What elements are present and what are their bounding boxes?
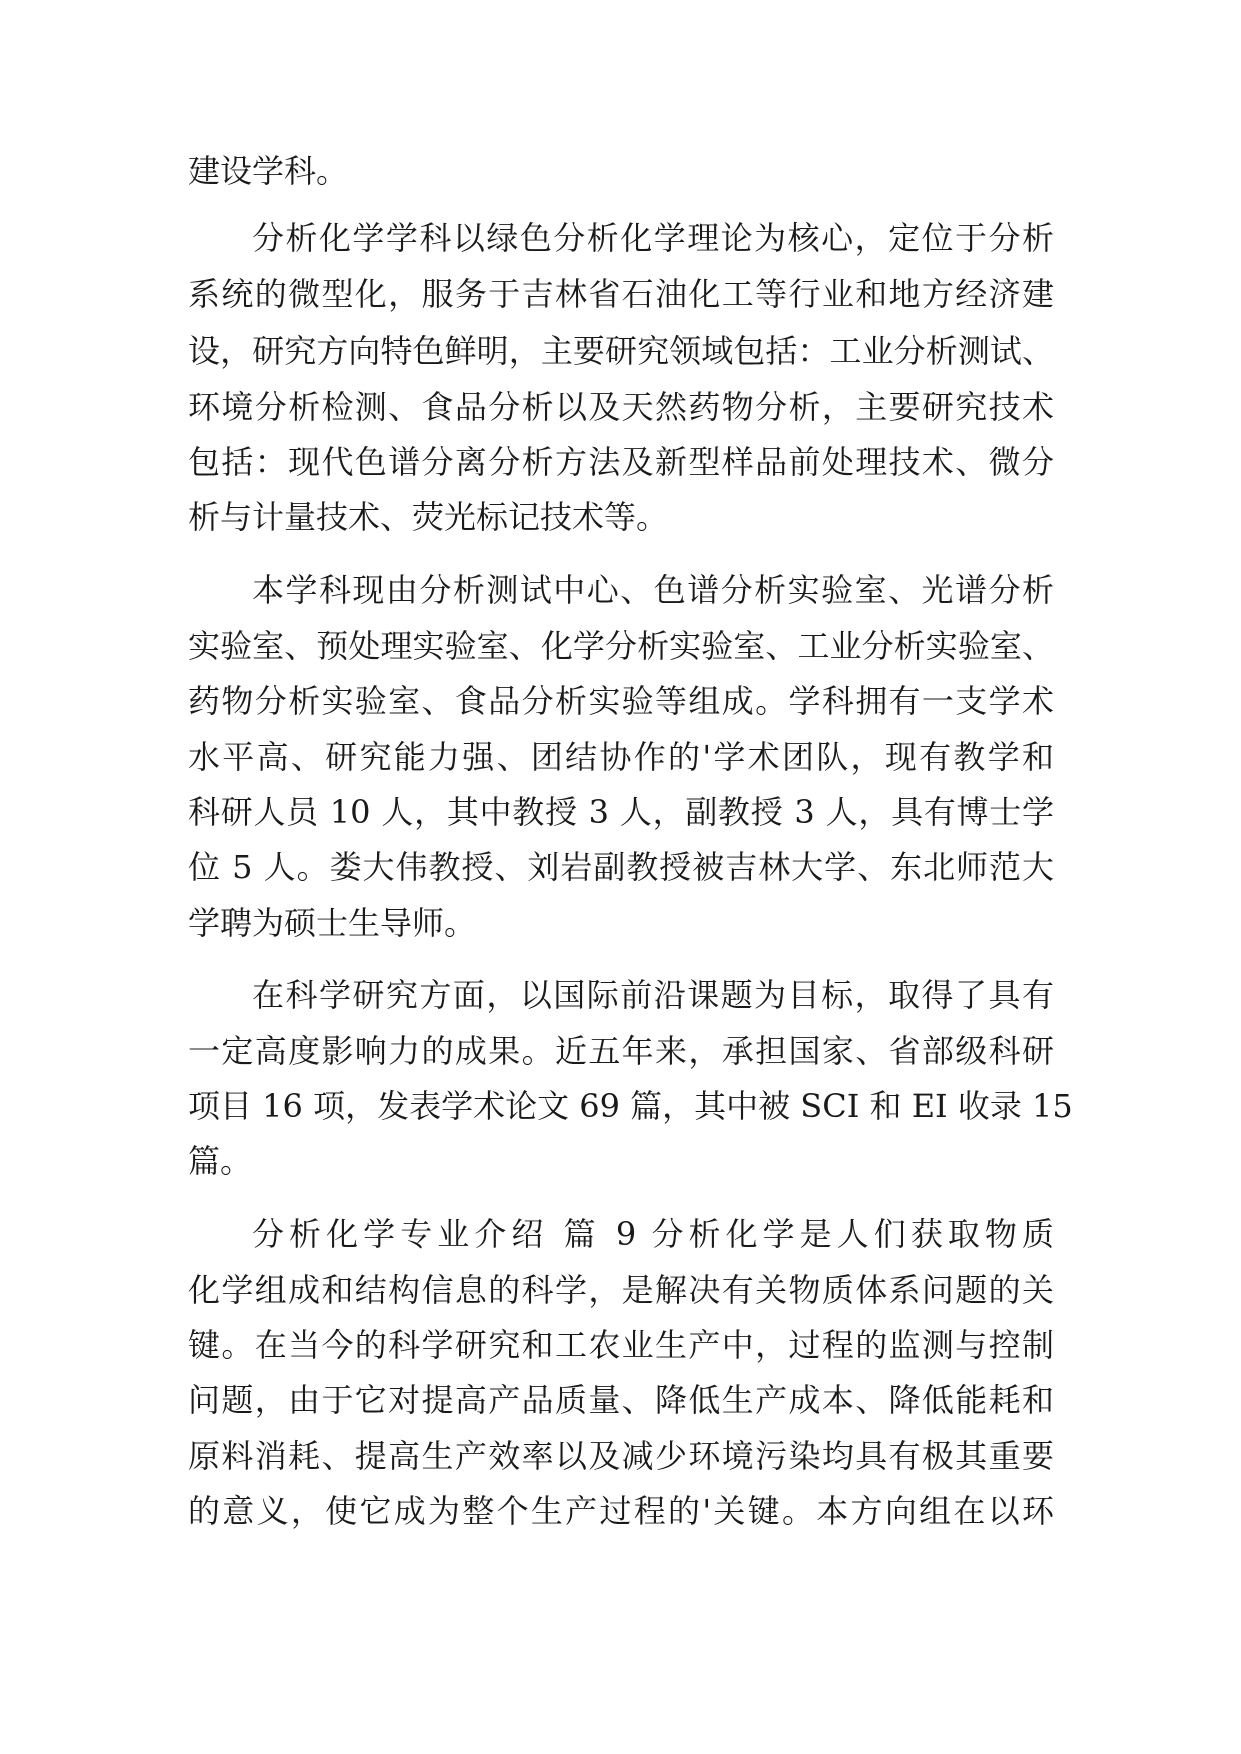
text-line: 原料消耗、提高生产效率以及减少环境污染均具有极其重要 <box>188 1437 1054 1475</box>
text-line: 位 5 人。娄大伟教授、刘岩副教授被吉林大学、东北师范大 <box>188 848 1054 886</box>
text-line: 实验室、预处理实验室、化学分析实验室、工业分析实验室、 <box>188 627 1054 665</box>
paragraph-first-line: 分析化学学科以绿色分析化学理论为核心，定位于分析 <box>252 219 1054 257</box>
paragraph-first-line: 分析化学专业介绍 篇 9 分析化学是人们获取物质 <box>252 1215 1054 1253</box>
text-line: 篇。 <box>188 1142 253 1180</box>
text-line: 系统的微型化，服务于吉林省石油化工等行业和地方经济建 <box>188 275 1054 313</box>
text-line: 药物分析实验室、食品分析实验等组成。学科拥有一支学术 <box>188 682 1054 720</box>
text-line: 环境分析检测、食品分析以及天然药物分析，主要研究技术 <box>188 388 1054 426</box>
text-line: 学聘为硕士生导师。 <box>188 904 477 942</box>
text-line: 键。在当今的科学研究和工农业生产中，过程的监测与控制 <box>188 1326 1054 1364</box>
text-line: 析与计量技术、荧光标记技术等。 <box>188 498 669 536</box>
paragraph-first-line: 在科学研究方面，以国际前沿课题为目标，取得了具有 <box>252 976 1054 1014</box>
text-line: 的意义，使它成为整个生产过程的'关键。本方向组在以环 <box>188 1492 1054 1530</box>
text-line: 项目 16 项，发表学术论文 69 篇，其中被 SCI 和 EI 收录 15 <box>188 1087 1073 1125</box>
text-line: 水平高、研究能力强、团结协作的'学术团队，现有教学和 <box>188 738 1054 776</box>
text-line: 化学组成和结构信息的科学，是解决有关物质体系问题的关 <box>188 1271 1054 1309</box>
text-line: 包括：现代色谱分离分析方法及新型样品前处理技术、微分 <box>188 443 1054 481</box>
paragraph-first-line: 本学科现由分析测试中心、色谱分析实验室、光谱分析 <box>252 571 1054 609</box>
text-line: 设，研究方向特色鲜明，主要研究领域包括：工业分析测试、 <box>188 332 1054 370</box>
text-line: 问题，由于它对提高产品质量、降低生产成本、降低能耗和 <box>188 1381 1054 1419</box>
text-line: 建设学科。 <box>188 152 349 190</box>
text-line: 科研人员 10 人，其中教授 3 人，副教授 3 人，具有博士学 <box>188 793 1054 831</box>
text-line: 一定高度影响力的成果。近五年来，承担国家、省部级科研 <box>188 1032 1054 1070</box>
